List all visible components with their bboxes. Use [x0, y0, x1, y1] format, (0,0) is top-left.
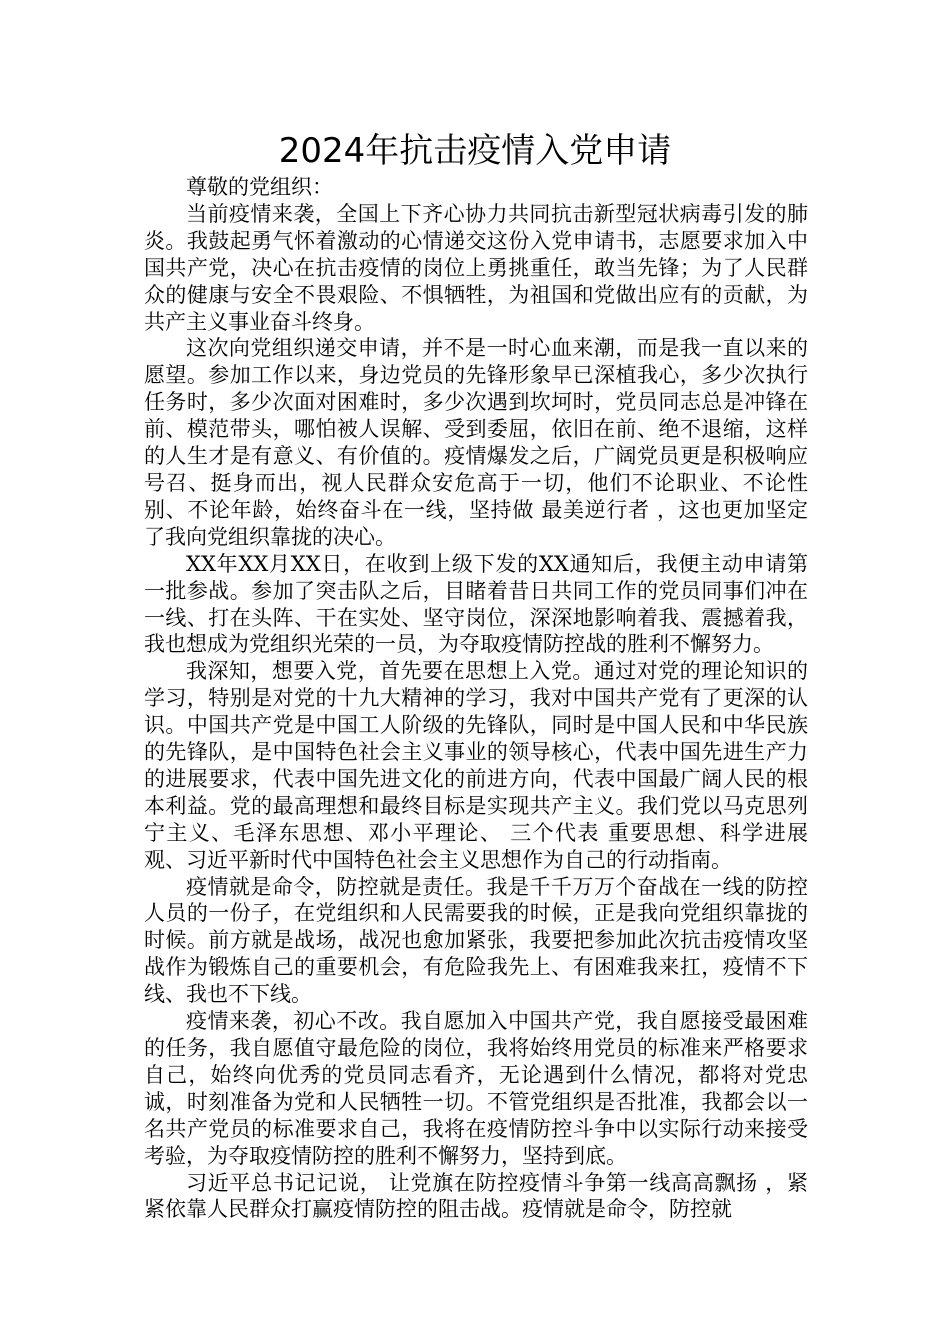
salutation: 尊敬的党组织：: [186, 175, 333, 199]
paragraph: 这次向党组织递交申请，并不是一时心血来潮，而是我一直以来的愿望。参加工作以来，身边党员的先锋形象早已深植我心，多少次执行任务时，多少次面对困难时，多少次遇到坎坷时，党员同志总是冲锋在前、模范带头，哪怕被人误解、受到委屈，依旧在前、绝不退缩，这样的人生才是有意义、有价值的。疫情爆发之后，广阔党员更是积极响应号召、挺身而出，视人民群众安危高于一切，他们不论职业、不论性别、不论年龄，始终奋斗在一线，坚持做 最美逆行者 ，这也更加坚定了我向党组织靠拢的决心。: [144, 336, 808, 549]
paragraph: XX年XX月XX日，在收到上级下发的XX通知后，我便主动申请第一批参战。参加了突击队之后，目睹着昔日共同工作的党员同事们冲在一线、打在头阵、干在实处、坚守岗位，深深地影响着我、震撼着我，我也想成为党组织光荣的一员，为夺取疫情防控战的胜利不懈努力。: [144, 551, 808, 657]
paragraph: 疫情就是命令，防控就是责任。我是千千万万个奋战在一线的防控人员的一份子，在党组织和人民需要我的时候，正是我向党组织靠拢的时候。前方就是战场，战况也愈加紧张，我要把参加此次抗击疫情攻坚战作为锻炼自己的重要机会，有危险我先上、有困难我来扛，疫情不下线、我也不下线。: [144, 874, 808, 1007]
paragraph: 当前疫情来袭，全国上下齐心协力共同抗击新型冠状病毒引发的肺炎。我鼓起勇气怀着激动的心情递交这份入党申请书，志愿要求加入中国共产党，决心在抗击疫情的岗位上勇挑重任，敢当先锋；为了人民群众的健康与安全不畏艰险、不惧牺牲，为祖国和党做出应有的贡献，为共产主义事业奋斗终身。: [144, 201, 808, 334]
document-body: [144, 174, 808, 1223]
paragraph: 疫情来袭，初心不改。我自愿加入中国共产党，我自愿接受最困难的任务，我自愿值守最危险的岗位，我将始终用党员的标准来严格要求自己，始终向优秀的党员同志看齐，无论遇到什么情况，都将对党忠诚，时刻准备为党和人民牺牲一切。不管党组织是否批准，我都会以一名共产党员的标准要求自己，我将在疫情防控斗争中以实际行动来接受考验，为夺取疫情防控的胜利不懈努力，坚持到底。: [144, 1009, 808, 1168]
document-title: 2024年抗击疫情入党申请: [278, 131, 672, 171]
paragraph: 习近平总书记记说， 让党旗在防控疫情斗争第一线高高飘扬 ，紧紧依靠人民群众打赢疫情防控的阻击战。疫情就是命令，防控就: [144, 1170, 808, 1222]
paragraph: 我深知，想要入党，首先要在思想上入党。通过对党的理论知识的学习，特别是对党的十九大精神的学习，我对中国共产党有了更深的认识。中国共产党是中国工人阶级的先锋队，同时是中国人民和中华民族的先锋队，是中国特色社会主义事业的领导核心，代表中国先进生产力的进展要求，代表中国先进文化的前进方向，代表中国最广阔人民的根本利益。党的最高理想和最终目标是实现共产主义。我们党以马克思列宁主义、毛泽东思想、邓小平理论、 三个代表 重要思想、科学进展观、习近平新时代中国特色社会主义思想作为自己的行动指南。: [144, 659, 808, 872]
